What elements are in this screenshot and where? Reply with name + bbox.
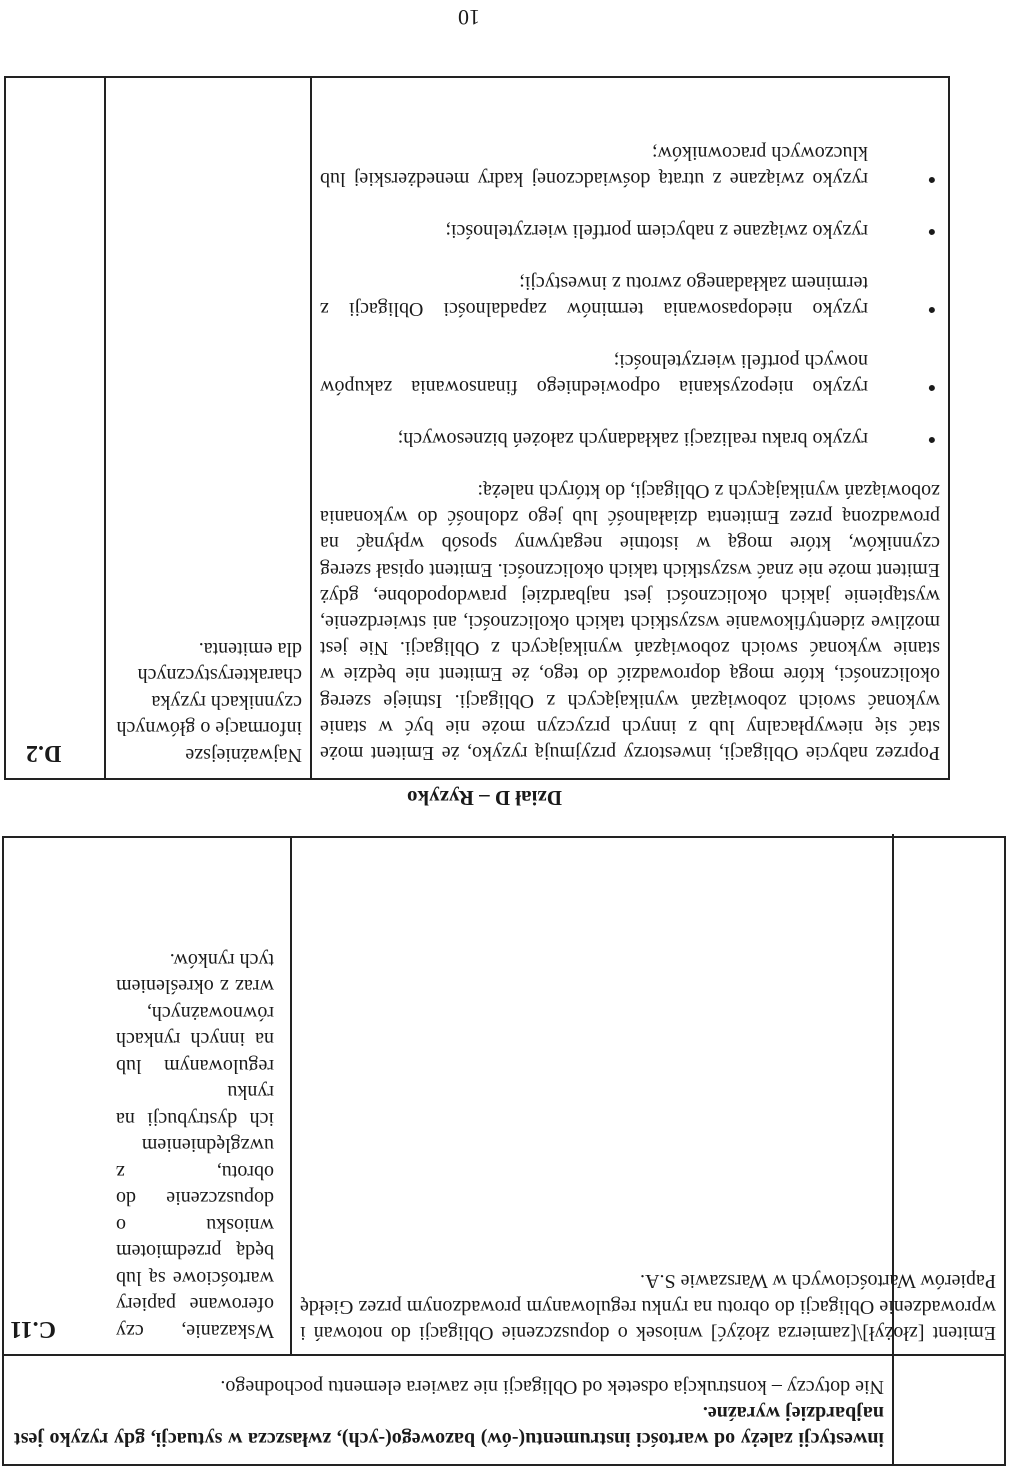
risk-item: ● ryzyko związane z nabyciem portfeli wierzytelności;: [320, 218, 940, 244]
d2-code: D.2: [26, 740, 62, 766]
c11-code: C.11: [10, 1316, 57, 1342]
d2-title-cell: [108, 78, 312, 778]
d2-code-cell: [6, 78, 108, 778]
c11-title-cell: [104, 836, 284, 1354]
risk-item: ● ryzyko niepozyskania odpowiedniego finansowania zakupów nowych portfeli wierzytelności;: [320, 348, 940, 400]
c11-content-cell: [300, 836, 996, 1354]
risk-item: ● ryzyko niedopasowania terminów zapadalności Obligacji z terminem zakładanego zwrotu z inwestycji;: [320, 270, 940, 322]
continuation-text-bold: inwestycji zależy od wartości instrumentu(-ów) bazowego(-ych), zwłaszcza w sytuacji, gdy ryzyko jest najbardziej wyraźne.: [14, 1401, 884, 1450]
table-section-d: [4, 76, 950, 780]
table-row-c11: [4, 836, 1004, 1354]
table-section-c: [2, 836, 1006, 1466]
d2-title: Najważniejsze informacje o głównych czynnikach ryzyka charakterystycznych dla emitenta.: [116, 638, 302, 766]
risk-list: [320, 140, 940, 452]
section-heading: Dział D – Ryzyko: [407, 786, 562, 810]
risk-item: ● ryzyko braku realizacji zakładanych założeń biznesowych;: [320, 426, 940, 452]
c11-title: Wskazanie, czy oferowane papiery wartościowe są lub będą przedmiotem wniosku o dopuszczenie do obrotu, z uwzględnieniem ich dystrybucji na rynku regulowanym lub na innych rynkach równoważnych, wraz z określeniem tych rynków.: [116, 949, 274, 1342]
c11-content: Emitent [złożył]\[zamierza złożyć] wniosek o dopuszczenie Obligacji do notowań i wprowadzenie Obligacji do obrotu na rynku regulowanym prowadzonym przez Giełdę Papierów Wartościowych w Warszawie S.A.: [300, 1269, 996, 1344]
risk-item: ● ryzyko związane z utratą doświadczonej kadry menedżerskiej lub kluczowych pracowników;: [320, 140, 940, 192]
table-row-continuation: [4, 1356, 1004, 1464]
d2-content-cell: [320, 78, 940, 778]
d2-intro: Poprzez nabycie Obligacji, inwestorzy przyjmują ryzyko, że Emitent może stać się niewypłacalny lub z innych przyczyn może nie być w stanie wykonać swoich zobowiązań wynikających z Obligacji. Istnieje szereg okoliczności, które mogą doprowadzić do tego, że Emitent nie będzie w stanie wykonać swoich zobowiązań wynikających z Obligacji. Nie jest możliwe zidentyfikowanie wszystkich takich okoliczności, ani stwierdzenie, wystąpienie jakich okoliczności jest najbardziej prawdopodobne, gdyż Emitent może nie znać wszystkich takich okoliczności. Emitent opisał szereg czynników, które mogą w istotnie negatywny sposób wpłynąć na prowadzoną przez Emitenta działalność lub jego zdolność do wykonania zobowiązań wynikających z Obligacji, do których należą:: [320, 479, 940, 764]
continuation-text: Nie dotyczy – konstrukcja odsetek od Obligacji nie zawiera elementu pochodnego.: [220, 1375, 884, 1398]
page-number: 10: [458, 5, 480, 30]
